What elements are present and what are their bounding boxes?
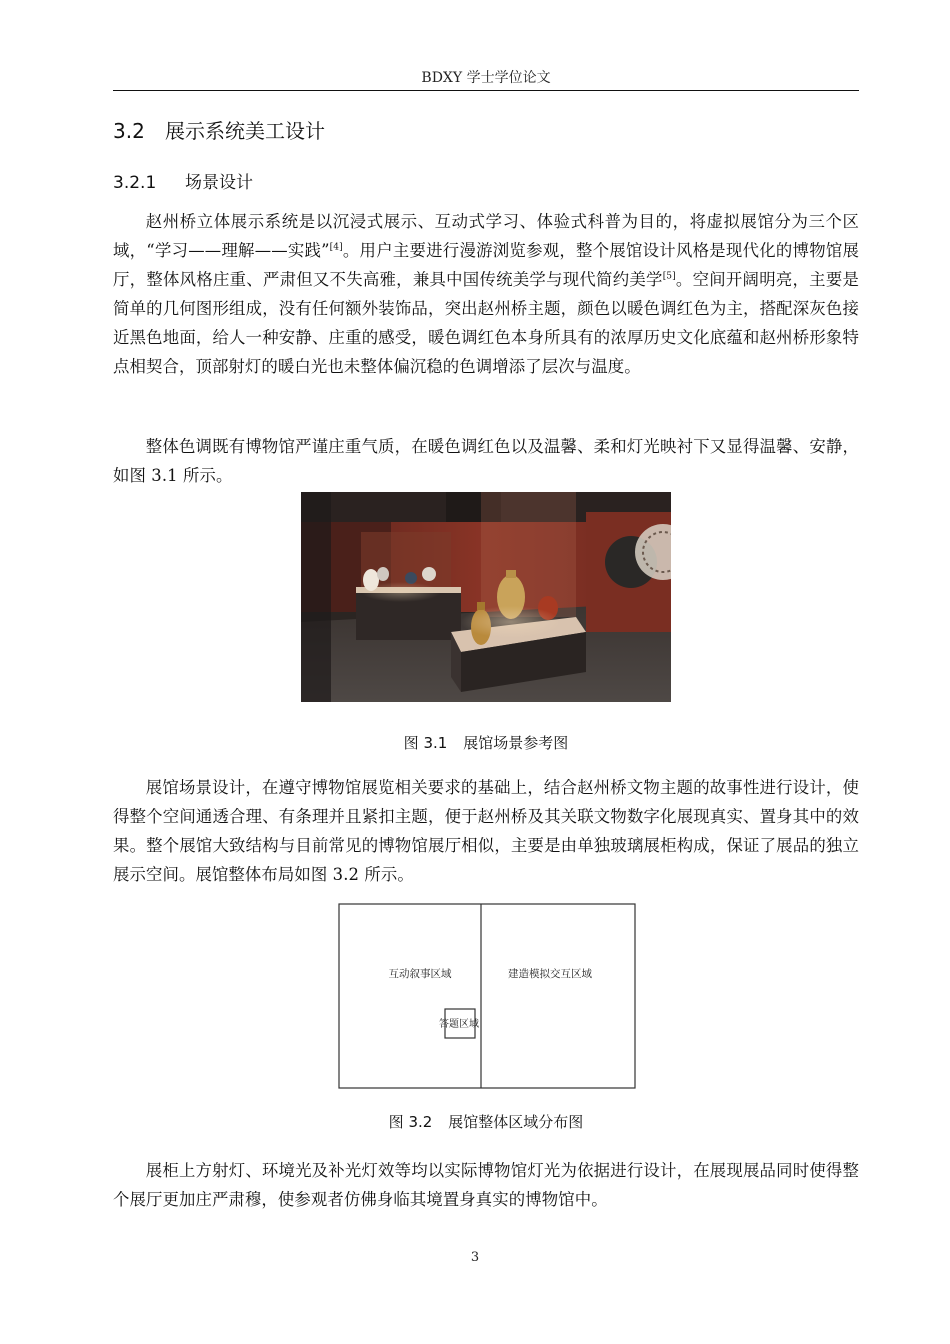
paragraph-1-text-b: 。用户主要进行漫游浏览参观，整个展馆设计风格是现代化的博物馆展厅，整体风格庄重、严肃但又不失高雅，兼具中国传统美学与现代简约美学 bbox=[113, 241, 859, 289]
figure-3-2-caption bbox=[113, 1111, 859, 1132]
paragraph-1 bbox=[113, 207, 859, 381]
figure-3-1-caption bbox=[113, 732, 859, 753]
paragraph-3: 展馆场景设计，在遵守博物馆展览相关要求的基础上，结合赵州桥文物主题的故事性进行设计，使得整个空间通透合理、有条理并且紧扣主题，便于赵州桥及其关联文物数字化展现真实、置身其中的效果。整个展馆大致结构与目前常见的博物馆展厅相似，主要是由单独玻璃展柜构成，保证了展品的独立展示空间。展馆整体布局如图 3.2 所示。 bbox=[113, 778, 859, 884]
running-header: BDXY 学士学位论文 bbox=[113, 68, 859, 91]
section-number: 3.2 bbox=[113, 119, 145, 143]
zone-label-center: 答题区域 bbox=[439, 1019, 479, 1030]
subsection-title: 场景设计 bbox=[185, 173, 253, 193]
figure-3-1-number: 图 3.1 bbox=[403, 734, 448, 752]
figure-3-1-title: 展馆场景参考图 bbox=[463, 734, 569, 752]
citation-4[interactable]: [4] bbox=[329, 242, 343, 253]
figure-3-2-title: 展馆整体区域分布图 bbox=[448, 1113, 584, 1131]
paragraph-1-text-c: 。空间开阔明亮，主要是简单的几何图形组成，没有任何额外装饰品，突出赵州桥主题，颜色以暖色调红色为主，搭配深灰色接近黑色地面，给人一种安静、庄重的感受，暖色调红色本身所具有的浓厚历史文化底蕴和赵州桥形象特点相契合，顶部射灯的暖白光也未整体偏沉稳的色调增添了层次与温度。 bbox=[113, 270, 859, 376]
figure-3-2-number: 图 3.2 bbox=[388, 1113, 433, 1131]
subsection-number: 3.2.1 bbox=[113, 173, 157, 193]
zone-label-left: 互动叙事区域 bbox=[388, 968, 452, 980]
section-title: 展示系统美工设计 bbox=[165, 119, 325, 143]
zone-layout-diagram bbox=[338, 903, 636, 1089]
paragraph-4: 展柜上方射灯、环境光及补光灯效等均以实际博物馆灯光为依据进行设计，在展现展品同时使得整个展厅更加庄严肃穆，使参观者仿佛身临其境置身真实的博物馆中。 bbox=[113, 1161, 859, 1209]
figure-3-1-image bbox=[301, 492, 671, 702]
figure-3-2-diagram bbox=[338, 903, 636, 1089]
citation-5[interactable]: [5] bbox=[662, 271, 676, 282]
paragraph-2: 整体色调既有博物馆严谨庄重气质，在暖色调红色以及温馨、柔和灯光映衬下又显得温馨、安静，如图 3.1 所示。 bbox=[113, 437, 859, 485]
subsection-heading bbox=[113, 171, 253, 195]
paragraph-1-text-a: 赵州桥立体展示系统是以沉浸式展示、互动式学习、体验式科普为目的，将虚拟展馆分为三个区域，“学习——理解——实践” bbox=[113, 212, 859, 260]
hall-outline bbox=[339, 904, 635, 1088]
zone-label-right: 建造模拟交互区域 bbox=[508, 968, 592, 980]
page-number: 3 bbox=[470, 1250, 480, 1265]
museum-scene-illustration bbox=[301, 492, 671, 702]
section-heading bbox=[113, 118, 325, 144]
